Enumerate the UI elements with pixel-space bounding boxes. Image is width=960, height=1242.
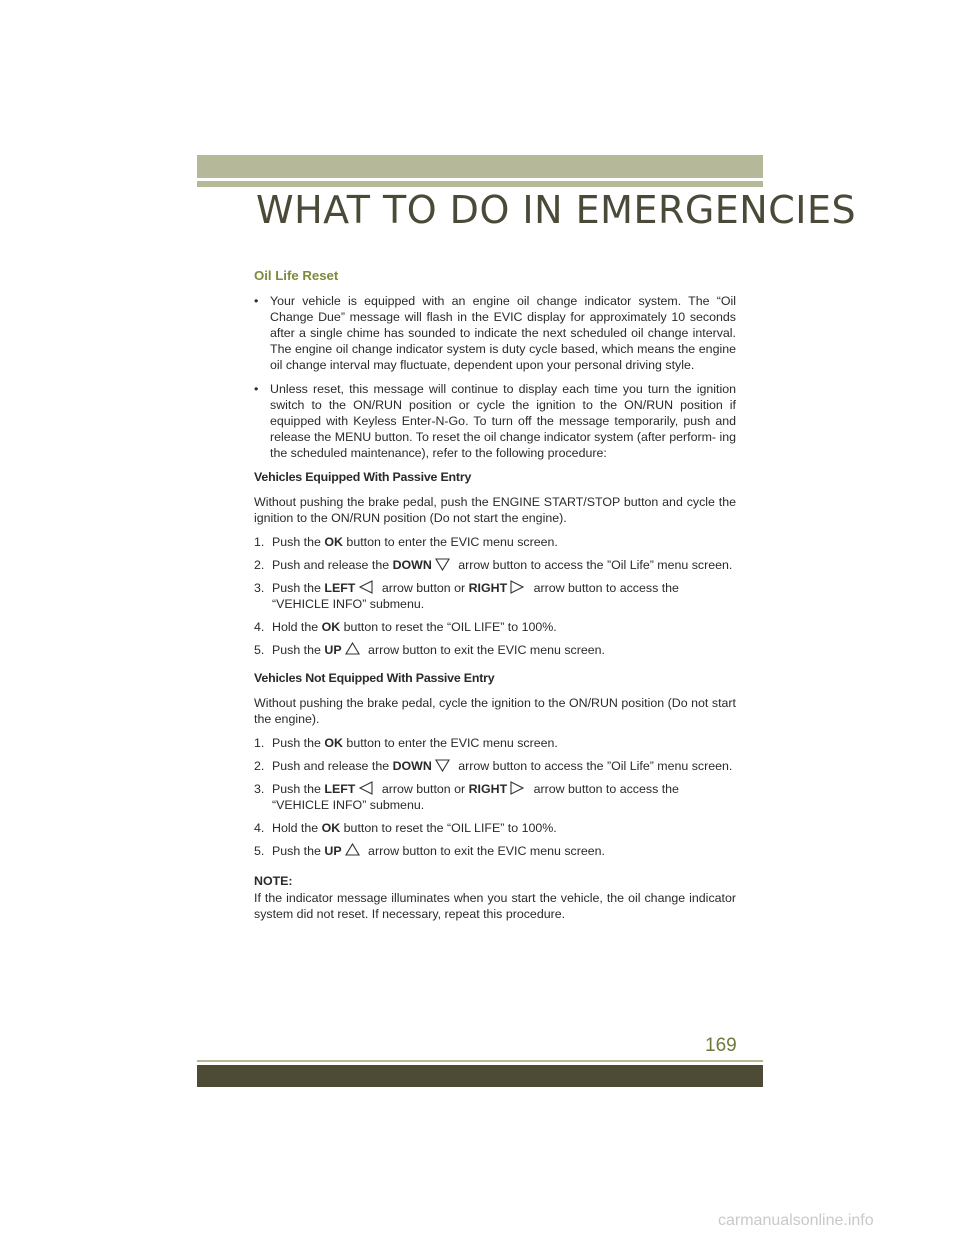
note-text: If the indicator message illuminates when you start the vehicle, the oil change indicator system did not reset. If necessary, repeat this procedure. xyxy=(254,891,736,921)
up-button-label: UP xyxy=(324,844,342,858)
right-button-label: RIGHT xyxy=(468,581,508,595)
non-passive-entry-heading: Vehicles Not Equipped With Passive Entry xyxy=(254,671,495,685)
passive-entry-heading: Vehicles Equipped With Passive Entry xyxy=(254,470,472,484)
bullet-dot-icon: • xyxy=(254,382,259,396)
left-button-label: LEFT xyxy=(324,581,356,595)
step-item: 5. Push the UP arrow button to exit the EVIC menu screen. xyxy=(254,643,605,657)
step-item: 2. Push and release the DOWN arrow button to access the ”Oil Life” menu screen. xyxy=(254,759,733,773)
down-button-label: DOWN xyxy=(392,558,432,572)
ok-button-label: OK xyxy=(321,620,341,634)
step-item: 1. Push the OK button to enter the EVIC menu screen. xyxy=(254,535,558,549)
down-button-label: DOWN xyxy=(392,759,432,773)
step-item: 2. Push and release the DOWN arrow button to access the ”Oil Life” menu screen. xyxy=(254,558,733,572)
up-button-label: UP xyxy=(324,643,342,657)
up-arrow-icon xyxy=(344,843,361,857)
down-arrow-icon xyxy=(434,557,451,571)
header-bar xyxy=(197,155,763,178)
bullet-dot-icon: • xyxy=(254,294,259,308)
step-item: 5. Push the UP arrow button to exit the EVIC menu screen. xyxy=(254,844,605,858)
passive-entry-intro: Without pushing the brake pedal, push the ENGINE START/STOP button and cycle the ignition to the ON/RUN position (Do not start the engine). xyxy=(254,495,736,525)
section-title: WHAT TO DO IN EMERGENCIES xyxy=(256,188,857,232)
down-arrow-icon xyxy=(434,758,451,772)
step-item: 3. Push the LEFT arrow button or RIGHT arrow button to access the “VEHICLE INFO” submenu. xyxy=(254,782,679,812)
header-rule xyxy=(197,181,763,187)
left-arrow-icon xyxy=(357,580,374,594)
step-item: 3. Push the LEFT arrow button or RIGHT arrow button to access the “VEHICLE INFO” submenu. xyxy=(254,581,679,611)
bullet-item: • Unless reset, this message will continue to display each time you turn the ignition switch to the ON/RUN position or cycle the ignition to the ON/RUN position if equipped with Keyless Enter-N-Go. To turn off the message temporarily, push and release the MENU button. To reset the oil change indicator system (after perform- ing the scheduled maintenance), refer to the following procedure: xyxy=(254,382,737,460)
step-item: 4. Hold the OK button to reset the “OIL LIFE” to 100%. xyxy=(254,620,557,634)
up-arrow-icon xyxy=(344,642,361,656)
right-arrow-icon xyxy=(509,781,526,795)
subhead-oil-life-reset: Oil Life Reset xyxy=(254,268,339,283)
page-number: 169 xyxy=(705,1035,737,1056)
right-arrow-icon xyxy=(509,580,526,594)
ok-button-label: OK xyxy=(324,736,343,750)
bullet-item: • Your vehicle is equipped with an engine oil change indicator system. The “Oil Change Due” message will flash in the EVIC display for approximately 10 seconds after a single chime has sounded to indicate the next scheduled oil change interval. The engine oil change indicator system is duty cycle based, which means the engine oil change interval may fluctuate, dependent upon your personal driving style. xyxy=(254,294,736,372)
watermark: carmanualsonline.info xyxy=(718,1212,874,1229)
non-passive-entry-intro: Without pushing the brake pedal, cycle the ignition to the ON/RUN position (Do not start the engine). xyxy=(254,696,736,726)
note-label: NOTE: xyxy=(254,874,293,888)
right-button-label: RIGHT xyxy=(468,782,508,796)
left-arrow-icon xyxy=(357,781,374,795)
footer-bar xyxy=(197,1065,763,1087)
left-button-label: LEFT xyxy=(324,782,356,796)
footer-rule xyxy=(197,1060,763,1062)
page-content xyxy=(254,268,736,922)
ok-button-label: OK xyxy=(321,821,341,835)
step-item: 4. Hold the OK button to reset the “OIL LIFE” to 100%. xyxy=(254,821,557,835)
ok-button-label: OK xyxy=(324,535,343,549)
step-item: 1. Push the OK button to enter the EVIC menu screen. xyxy=(254,736,558,750)
